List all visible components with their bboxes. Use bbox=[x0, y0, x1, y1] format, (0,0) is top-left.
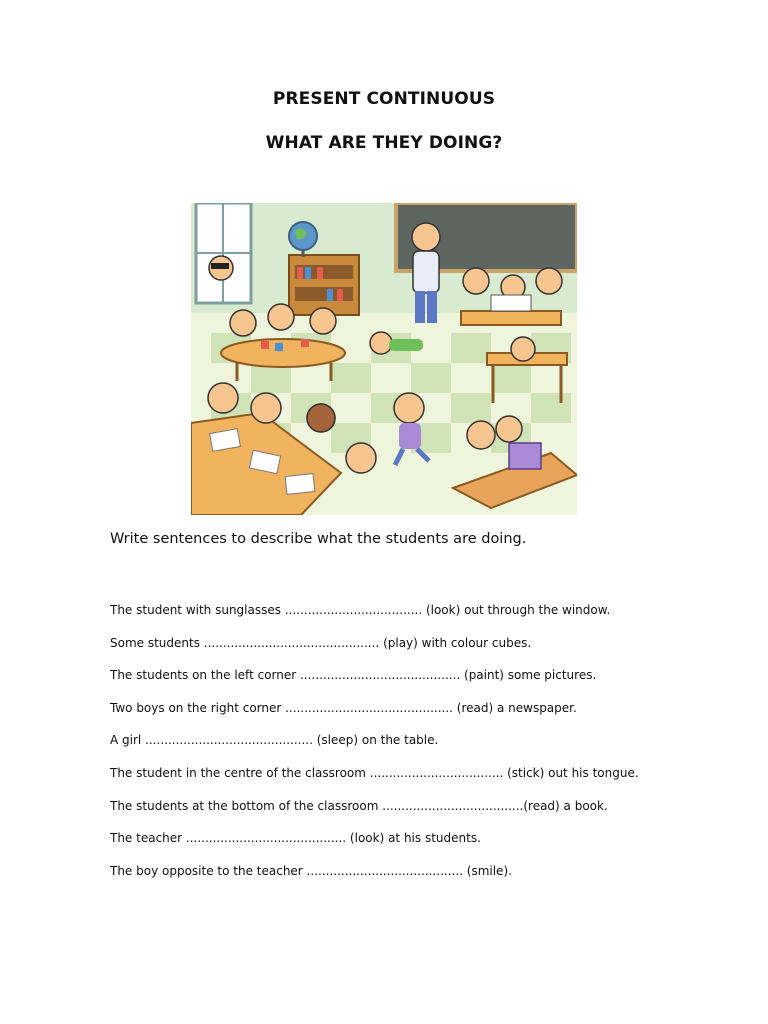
exercise-sentence: The teacher .......................................... (look) at his students. bbox=[110, 831, 481, 846]
exercise-sentence: The boy opposite to the teacher ......................................... (smile). bbox=[110, 863, 512, 878]
exercise-sentence: Two boys on the right corner ............................................ (read) a newspaper. bbox=[110, 700, 577, 715]
exercise-sentence: The student in the centre of the classroom ................................... (stick) out his tongue. bbox=[110, 765, 639, 780]
classroom-illustration-icon bbox=[191, 203, 577, 515]
page-title: PRESENT CONTINUOUS bbox=[272, 89, 496, 109]
exercise-sentence: The students on the left corner .......................................... (paint) some pictures. bbox=[110, 668, 597, 683]
page-subtitle: WHAT ARE THEY DOING? bbox=[265, 133, 503, 153]
exercise-sentence: The students at the bottom of the classroom .....................................(read) a book. bbox=[110, 798, 608, 813]
exercise-sentence: A girl ............................................ (sleep) on the table. bbox=[110, 733, 439, 748]
exercise-list bbox=[110, 601, 750, 894]
exercise-sentence: The student with sunglasses .................................... (look) out through the window. bbox=[110, 603, 611, 617]
exercise-instruction: Write sentences to describe what the students are doing. bbox=[110, 531, 527, 547]
exercise-sentence: Some students .............................................. (play) with colour cubes. bbox=[110, 635, 532, 650]
